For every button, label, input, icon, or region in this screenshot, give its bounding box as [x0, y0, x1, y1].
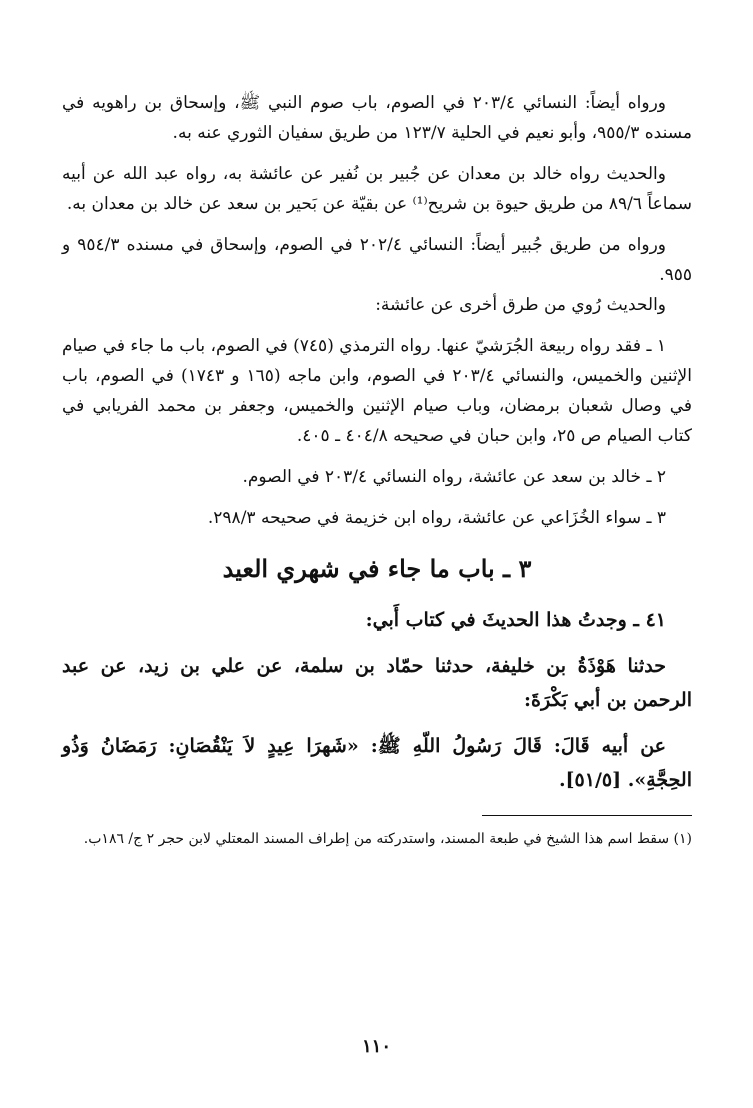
- paragraph-7: ٣ ـ سواء الخُزَاعي عن عائشة، رواه ابن خزيمة في صحيحه ٢٩٨/٣.: [207, 508, 666, 528]
- paragraph-2: والحديث رواه خالد بن معدان عن جُبير بن نُفير عن عائشة به، رواه عبد الله عن أبيه سماعاً ٨٩/٦ من طريق حيوة بن شريح⁽¹⁾ عن بقيّة عن بَحير بن سعد عن خالد بن معدان به.: [62, 164, 692, 214]
- page-number: ١١٠: [361, 1036, 391, 1057]
- paragraph-3: ورواه من طريق جُبير أيضاً: النسائي ٢٠٢/٤ في الصوم، وإسحاق في مسنده ٩٥٤/٣ و ٩٥٥.: [62, 235, 692, 285]
- paragraph-4: والحديث رُوي من طرق أخرى عن عائشة:: [375, 295, 666, 315]
- footnote-divider: [482, 815, 692, 816]
- paragraph-5: ١ ـ فقد رواه ربيعة الجُرَشيّ عنها. رواه الترمذي (٧٤٥) في الصوم، باب ما جاء في صيام الإثنين والخميس، والنسائي ٢٠٣/٤ في الصوم، وابن ماجه (١٦٥ و ١٧٤٣) في الصوم، باب في وصال شعبان برمضان، وباب صيام الإثنين والخميس، وجعفر بن محمد الفريابي في كتاب الصيام ص ٢٥، وابن حبان في صحيحه ٤٠٤/٨ ـ ٤٠٥.: [62, 336, 692, 446]
- hadith-text: عن أبيه قَالَ: قَالَ رَسُولُ اللّهِ ﷺ: «شَهرَا عِيدٍ لاَ يَنْقُصَانِ: رَمَضَانُ وَذُو الحِجَّةِ». [٥١/٥].: [62, 735, 692, 791]
- paragraph-6: ٢ ـ خالد بن سعد عن عائشة، رواه النسائي ٢٠٣/٤ في الصوم.: [242, 467, 666, 487]
- page-body: [62, 88, 692, 852]
- hadith-chain: حدثنا هَوْذَةُ بن خليفة، حدثنا حمّاد بن سلمة، عن علي بن زيد، عن عبد الرحمن بن أبي بَكْرَةَ:: [62, 655, 692, 711]
- paragraph-1: ورواه أيضاً: النسائي ٢٠٣/٤ في الصوم، باب صوم النبي ﷺ، وإسحاق بن راهويه في مسنده ٩٥٥/٣، وأبو نعيم في الحلية ١٢٣/٧ من طريق سفيان الثوري عنه به.: [62, 93, 692, 143]
- hadith-title: ٤١ ـ وجدتُ هذا الحديثَ في كتاب أَبي:: [365, 609, 666, 631]
- footnote: (١) سقط اسم هذا الشيخ في طبعة المسند، واستدركته من إطراف المسند المعتلي لابن حجر ٢ ج/ ١٨٦ب.: [83, 831, 692, 847]
- chapter-heading: ٣ ـ باب ما جاء في شهري العيد: [222, 554, 532, 583]
